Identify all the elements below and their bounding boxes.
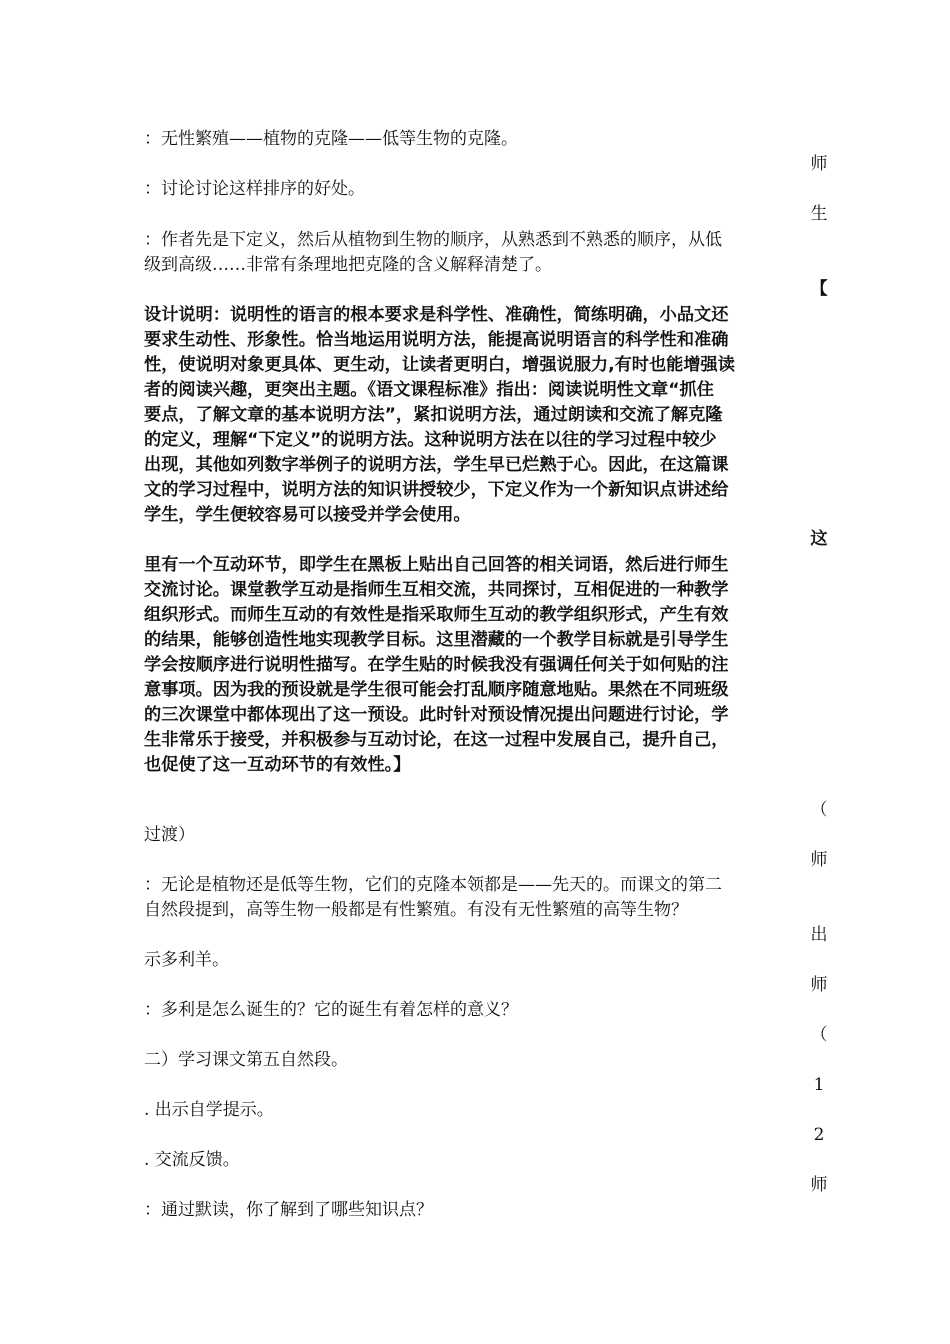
design-note-line: 要求生动性、形象性。恰当地运用说明方法，能提高说明语言的科学性和准确 — [144, 330, 729, 350]
margin-char: 1 — [813, 1075, 825, 1095]
margin-char: 生 — [810, 204, 828, 224]
margin-char: 师 — [810, 975, 828, 995]
design-note-line: 的三次课堂中都体现出了这一预设。此时针对预设情况提出问题进行讨论，学 — [144, 705, 729, 725]
text-line: . 交流反馈。 — [144, 1150, 240, 1170]
text-line: ：无性繁殖——植物的克隆——低等生物的克隆。 — [144, 129, 518, 149]
design-note-line: 者的阅读兴趣，更突出主题。《语文课程标准》指出：阅读说明性文章“抓住 — [144, 380, 714, 400]
margin-char: 2 — [813, 1125, 825, 1145]
text-line: ：无论是植物还是低等生物，它们的克隆本领都是——先天的。而课文的第二 — [144, 875, 722, 895]
design-note-line: 组织形式。而师生互动的有效性是指采取师生互动的教学组织形式，产生有效 — [144, 605, 729, 625]
text-line: 示多利羊。 — [144, 950, 229, 970]
margin-char: 师 — [810, 154, 828, 174]
design-note-line: 文的学习过程中，说明方法的知识讲授较少，下定义作为一个新知识点讲述给 — [144, 480, 729, 500]
design-note-line: 生非常乐于接受，并积极参与互动讨论，在这一过程中发展自己，提升自己， — [144, 730, 729, 750]
design-note-line: 学会按顺序进行说明性描写。在学生贴的时候我没有强调任何关于如何贴的注 — [144, 655, 729, 675]
text-line: ：通过默读，你了解到了哪些知识点？ — [144, 1200, 433, 1220]
design-note-line: 设计说明：说明性的语言的根本要求是科学性、准确性，简练明确，小品文还 — [144, 305, 729, 325]
margin-char: （ — [810, 800, 828, 820]
design-note-line: 意事项。因为我的预设就是学生很可能会打乱顺序随意地贴。果然在不同班级 — [144, 680, 729, 700]
margin-char: （ — [810, 1025, 828, 1045]
margin-char: 师 — [810, 1175, 828, 1195]
text-line: ：多利是怎么诞生的？它的诞生有着怎样的意义？ — [144, 1000, 518, 1020]
margin-char: 出 — [810, 925, 828, 945]
design-note-line: 的结果，能够创造性地实现教学目标。这里潜藏的一个教学目标就是引导学生 — [144, 630, 729, 650]
text-line: 二）学习课文第五自然段。 — [144, 1050, 348, 1070]
margin-char: 师 — [810, 850, 828, 870]
text-line: ：作者先是下定义，然后从植物到生物的顺序，从熟悉到不熟悉的顺序，从低 — [144, 230, 722, 250]
text-line: 过渡） — [144, 825, 195, 845]
text-line: 级到高级……非常有条理地把克隆的含义解释清楚了。 — [144, 255, 552, 275]
text-line: 自然段提到，高等生物一般都是有性繁殖。有没有无性繁殖的高等生物？ — [144, 900, 688, 920]
text-line: . 出示自学提示。 — [144, 1100, 274, 1120]
design-note-line: 交流讨论。课堂教学互动是指师生互相交流，共同探讨，互相促进的一种教学 — [144, 580, 729, 600]
design-note-line: 出现，其他如列数字举例子的说明方法，学生早已烂熟于心。因此，在这篇课 — [144, 455, 729, 475]
design-note-line: 学生，学生便较容易可以接受并学会使用。 — [144, 505, 471, 525]
margin-char: 【 — [810, 279, 828, 299]
margin-char: 这 — [810, 529, 828, 549]
design-note-line: 要点，了解文章的基本说明方法”，紧扣说明方法，通过朗读和交流了解克隆 — [144, 405, 723, 425]
design-note-line: 里有一个互动环节，即学生在黑板上贴出自己回答的相关词语，然后进行师生 — [144, 555, 729, 575]
design-note-line: 的定义，理解“下定义”的说明方法。这种说明方法在以往的学习过程中较少 — [144, 430, 717, 450]
design-note-line: 性，使说明对象更具体、更生动，让读者更明白，增强说服力,有时也能增强读 — [144, 355, 735, 375]
design-note-line: 也促使了这一互动环节的有效性。】 — [144, 755, 411, 775]
text-line: ：讨论讨论这样排序的好处。 — [144, 179, 365, 199]
